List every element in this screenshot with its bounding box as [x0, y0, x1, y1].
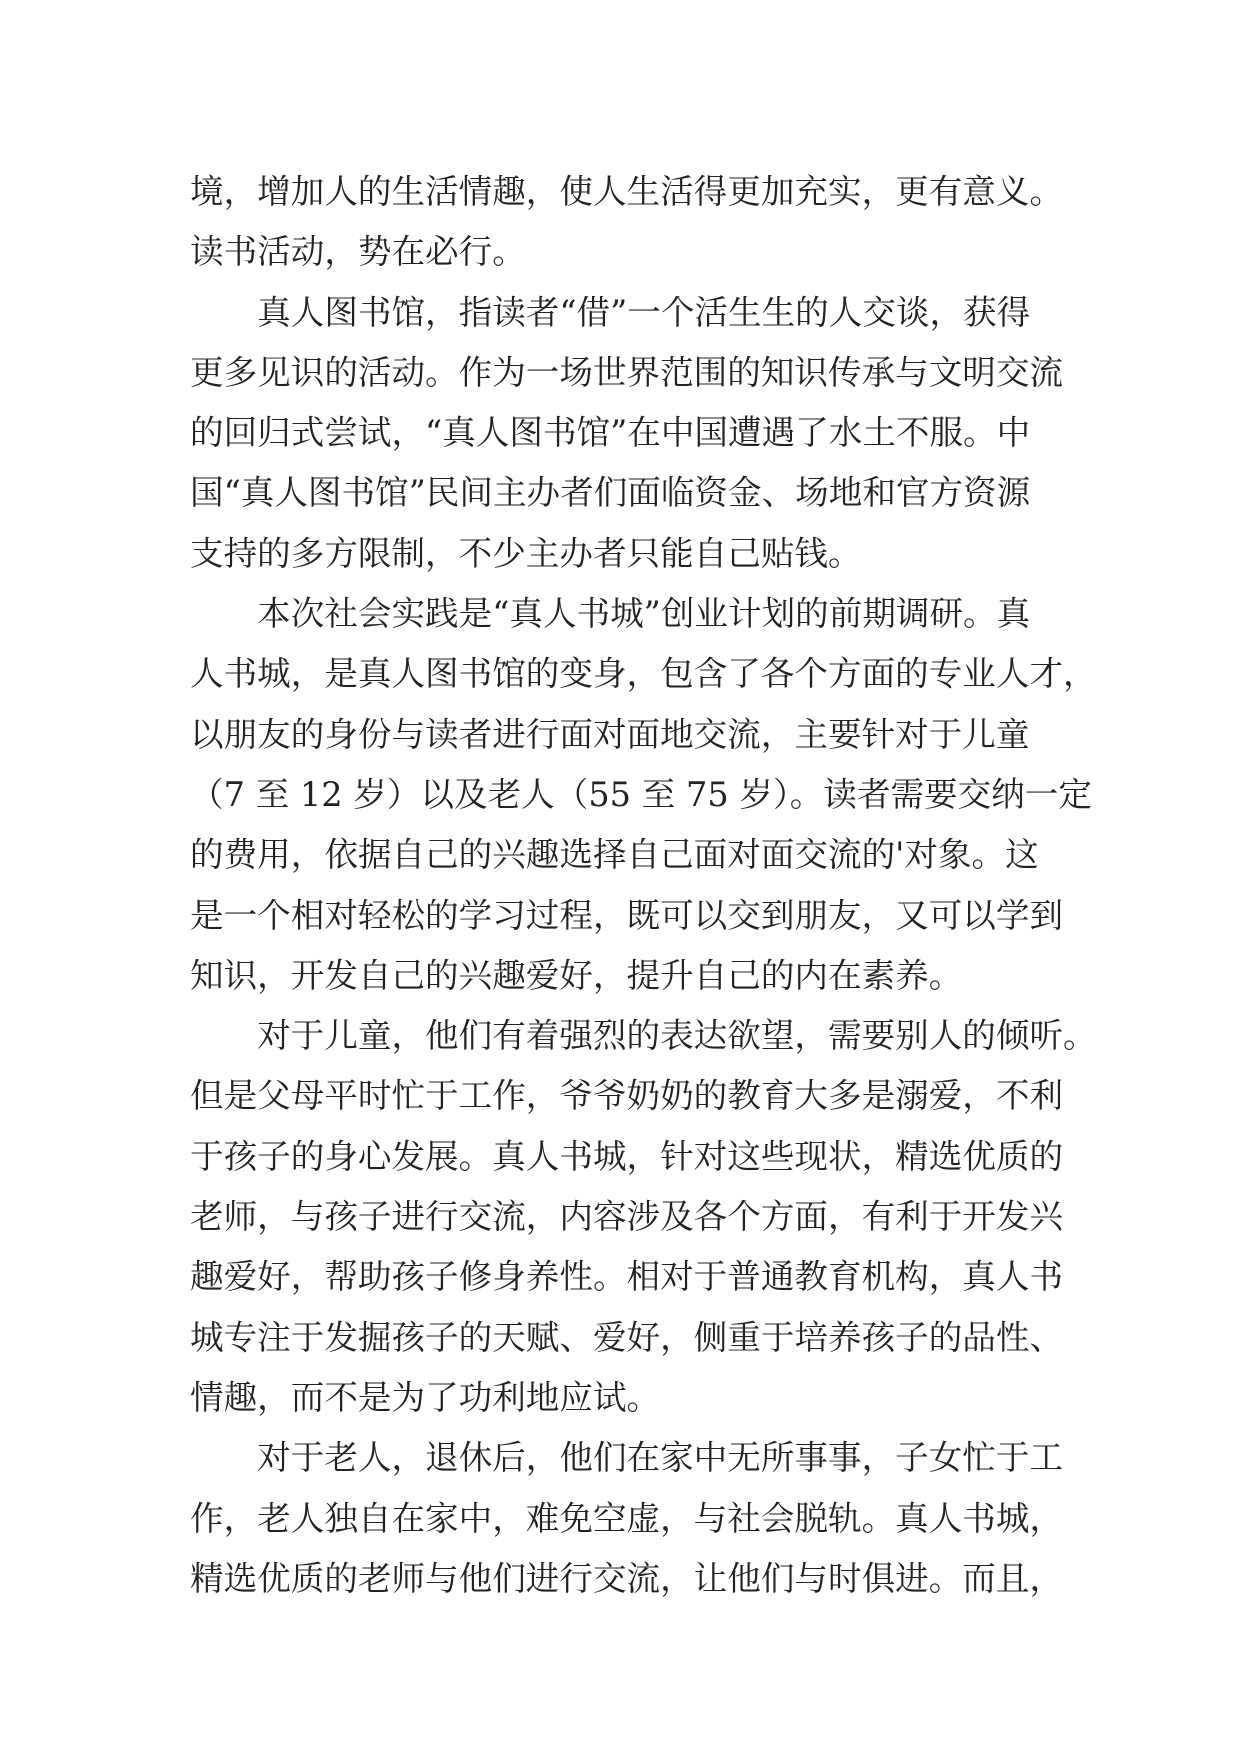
text-line: （7 至 12 岁）以及老人（55 至 75 岁）。读者需要交纳一定 — [190, 774, 1092, 814]
text-line: 情趣，而不是为了功利地应试。 — [190, 1377, 661, 1417]
paragraph-4 — [190, 1006, 1097, 1428]
text-line: 但是父母平时忙于工作，爷爷奶奶的教育大多是溺爱，不利 — [190, 1076, 1064, 1116]
text-line: 以朋友的身份与读者进行面对面地交流，主要针对于儿童 — [190, 714, 1030, 754]
paragraph-5 — [190, 1428, 1090, 1609]
text-line: 本次社会实践是“真人书城”创业计划的前期调研。真 — [190, 594, 1031, 634]
text-line: 是一个相对轻松的学习过程，既可以交到朋友，又可以学到 — [190, 895, 1064, 935]
paragraph-3 — [190, 584, 1097, 1006]
text-line: 更多见识的活动。作为一场世界范围的知识传承与文明交流 — [190, 352, 1064, 392]
text-line: 国“真人图书馆”民间主办者们面临资金、场地和官方资源 — [190, 473, 1031, 513]
text-line: 知识，开发自己的兴趣爱好，提升自己的内在素养。 — [190, 955, 963, 995]
body-text — [190, 162, 1097, 1609]
text-line: 真人图书馆，指读者“借”一个活生生的人交谈，获得 — [190, 292, 1031, 332]
text-line: 境，增加人的生活情趣，使人生活得更加充实，更有意义。 — [190, 172, 1064, 211]
text-line: 作，老人独自在家中，难免空虚，与社会脱轨。真人书城， — [190, 1498, 1064, 1538]
text-line: 趣爱好，帮助孩子修身养性。相对于普通教育机构，真人书 — [190, 1257, 1064, 1297]
text-line: 对于老人，退休后，他们在家中无所事事，子女忙于工 — [190, 1438, 1064, 1478]
text-line: 城专注于发掘孩子的天赋、爱好，侧重于培养孩子的品性、 — [190, 1317, 1064, 1357]
text-line: 精选优质的老师与他们进行交流，让他们与时俱进。而且， — [190, 1558, 1064, 1598]
text-line: 的回归式尝试，“真人图书馆”在中国遭遇了水土不服。中 — [190, 413, 1031, 453]
text-line: 读书活动，势在必行。 — [190, 232, 526, 272]
text-line: 的费用，依据自己的兴趣选择自己面对面交流的'对象。这 — [190, 835, 1039, 875]
text-line: 支持的多方限制，不少主办者只能自己贴钱。 — [190, 533, 862, 573]
text-line: 老师，与孩子进行交流，内容涉及各个方面，有利于开发兴 — [190, 1197, 1064, 1237]
text-line: 人书城，是真人图书馆的变身，包含了各个方面的专业人才， — [190, 654, 1097, 694]
paragraph-1 — [190, 162, 1090, 283]
text-line: 对于儿童，他们有着强烈的表达欲望，需要别人的倾听。 — [190, 1016, 1097, 1056]
text-line: 于孩子的身心发展。真人书城，针对这些现状，精选优质的 — [190, 1136, 1064, 1176]
paragraph-2 — [190, 283, 1090, 584]
